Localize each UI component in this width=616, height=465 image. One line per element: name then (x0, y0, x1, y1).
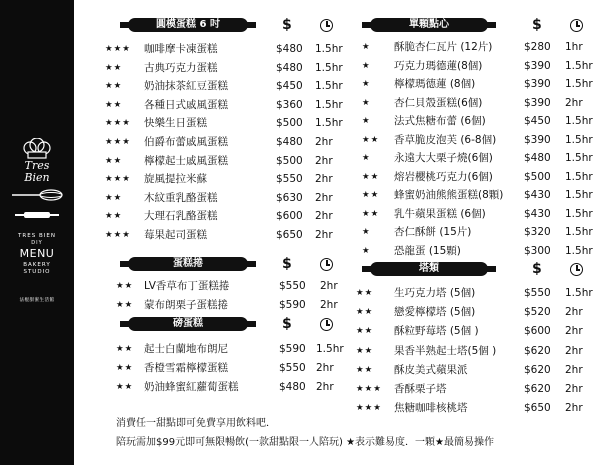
item-name: 法式焦糖布蕾 (6個) (394, 115, 486, 127)
price-header: $ (282, 316, 292, 332)
item-time: 2hr (320, 280, 338, 292)
menu-item-row (0, 112, 616, 130)
item-time: 2hr (565, 402, 583, 415)
item-price: $390 (524, 133, 551, 146)
item-price: $480 (276, 61, 303, 74)
difficulty-stars: ★★ (362, 171, 380, 182)
item-time: 2hr (565, 96, 583, 109)
item-time: 1.5hr (565, 244, 593, 257)
difficulty-stars: ★★ (356, 364, 374, 375)
item-name: 快樂生日蛋糕 (144, 117, 207, 130)
menu-item-row (0, 223, 616, 241)
menu-item-row (0, 322, 616, 340)
item-name: 起士白蘭地布朗尼 (144, 343, 228, 355)
difficulty-stars: ★★ (362, 134, 380, 145)
item-time: 1.5hr (315, 117, 343, 130)
menu-item-row (0, 75, 616, 93)
menu-item-row (0, 303, 616, 321)
item-price: $630 (276, 191, 303, 204)
brand-bakery: BAKERY (23, 262, 51, 268)
difficulty-stars: ★★★ (356, 384, 382, 394)
menu-item-row (0, 149, 616, 167)
difficulty-stars: ★★★ (105, 230, 131, 240)
item-time: 2hr (565, 363, 583, 376)
menu-item-row (0, 57, 616, 75)
item-price: $600 (276, 210, 303, 223)
price-header: $ (282, 256, 292, 272)
menu-item-row (0, 242, 616, 260)
item-price: $620 (524, 363, 551, 376)
difficulty-stars: ★★ (116, 363, 134, 373)
item-price: $390 (524, 59, 551, 72)
difficulty-stars: ★ (362, 116, 371, 126)
footer-note-2: 陪玩需加$99元即可無限暢飲(一款甜點限一人陪玩) ★表示難易度．一顆★最簡易操作 (116, 437, 494, 448)
difficulty-stars: ★★ (116, 344, 134, 354)
section-title: 圓模蛋糕 6 吋 (156, 19, 220, 30)
brand-name: TRES BIEN (18, 233, 56, 239)
menu-item-row (0, 380, 616, 398)
item-price: $520 (524, 306, 551, 319)
item-time: 1.5hr (565, 133, 593, 146)
item-price: $280 (524, 41, 551, 53)
menu-item-row (0, 205, 616, 223)
brand-menu: MENU (19, 247, 55, 260)
rolling-pin-handle (487, 266, 496, 272)
item-name: 酥粒野莓塔 (5個 ) (394, 325, 479, 338)
item-price: $590 (279, 343, 306, 355)
item-time: 2hr (565, 344, 583, 357)
item-price: $430 (524, 207, 551, 220)
difficulty-stars: ★★ (105, 62, 123, 73)
difficulty-stars: ★★ (105, 155, 123, 166)
difficulty-stars: ★ (362, 227, 371, 237)
item-name: 果香半熟起士塔(5個 ) (394, 344, 497, 357)
menu-item-row (0, 186, 616, 204)
item-price: $500 (276, 117, 303, 130)
item-name: 焦糖咖啡核桃塔 (394, 402, 468, 415)
item-price: $450 (524, 115, 551, 127)
clock-icon (320, 258, 333, 271)
item-price: $620 (524, 383, 551, 395)
item-time: 1.5hr (565, 226, 593, 238)
difficulty-stars: ★★★ (105, 137, 131, 147)
difficulty-stars: ★★ (116, 382, 134, 392)
section-title: 單顆點心 (409, 19, 449, 30)
item-name: 莓果起司蛋糕 (144, 229, 207, 241)
menu-item-row (0, 38, 616, 56)
price-header: $ (532, 17, 542, 33)
item-name: 古典巧克力蛋糕 (144, 61, 218, 74)
item-time: 1.5hr (565, 287, 593, 299)
item-price: $390 (524, 96, 551, 109)
section-title: 塔類 (419, 263, 439, 274)
item-time: 2hr (565, 383, 583, 395)
section-title: 磅蛋糕 (173, 318, 203, 329)
item-price: $500 (524, 170, 551, 183)
item-name: 蒙布朗栗子蛋糕捲 (144, 299, 228, 311)
item-name: 旋風提拉米蘇 (144, 173, 207, 186)
difficulty-stars: ★★★ (356, 403, 382, 414)
difficulty-stars: ★★ (105, 211, 123, 222)
brand-studio: STUDIO (23, 269, 51, 275)
brand-diy: DIY (31, 240, 43, 246)
difficulty-stars: ★ (362, 153, 371, 163)
item-price: $480 (524, 152, 551, 164)
difficulty-stars: ★★ (362, 208, 380, 219)
brand-tagline: 法棍甜蜜生活館 (19, 298, 55, 303)
item-price: $600 (524, 325, 551, 338)
difficulty-stars: ★★ (116, 281, 134, 291)
item-time: 1.5hr (565, 59, 593, 72)
item-name: 奶油蜂蜜紅蘿蔔蛋糕 (144, 381, 239, 393)
item-name: 酥皮美式蘋果派 (394, 363, 468, 376)
item-name: 香酥栗子塔 (394, 383, 447, 395)
clock-icon (570, 263, 583, 276)
item-price: $320 (524, 226, 551, 238)
difficulty-stars: ★★ (105, 99, 123, 110)
difficulty-stars: ★★★ (105, 44, 131, 54)
rolling-pin-handle (487, 22, 496, 28)
item-time: 1.5hr (316, 343, 344, 355)
section-title: 蛋糕捲 (173, 258, 203, 269)
item-price: $450 (276, 80, 303, 93)
item-price: $550 (276, 173, 303, 186)
item-name: 奶油抹茶紅豆蛋糕 (144, 80, 228, 93)
difficulty-stars: ★★ (356, 307, 374, 318)
item-name: 生巧克力塔 (5個) (394, 287, 476, 299)
item-price: $650 (524, 402, 551, 415)
clock-icon (570, 19, 583, 32)
item-name: 木紋重乳酪蛋糕 (144, 191, 218, 204)
item-price: $620 (524, 344, 551, 357)
price-header: $ (282, 17, 292, 33)
item-name: LV香草布丁蛋糕捲 (144, 280, 230, 292)
price-header: $ (532, 261, 542, 277)
item-time: 1hr (565, 41, 583, 53)
item-time: 1.5hr (565, 78, 593, 90)
difficulty-stars: ★ (362, 245, 371, 256)
item-name: 香橙雪霜檸檬蛋糕 (144, 362, 228, 374)
item-time: 2hr (316, 362, 334, 374)
menu-item-row (0, 284, 616, 302)
item-price: $360 (276, 98, 303, 111)
brand-script-tres: Tres (24, 159, 50, 172)
item-time: 2hr (315, 136, 333, 148)
item-name: 香草脆皮泡芙 (6-8個) (394, 133, 497, 146)
item-price: $650 (276, 229, 303, 241)
item-time: 1.5hr (565, 115, 593, 127)
item-name: 各種日式戚風蛋糕 (144, 98, 228, 111)
menu-item-row (0, 361, 616, 379)
difficulty-stars: ★★ (356, 345, 374, 356)
item-time: 1.5hr (315, 43, 343, 55)
difficulty-stars: ★ (362, 60, 371, 71)
difficulty-stars: ★★ (356, 288, 374, 298)
item-name: 檸檬瑪德蓮 (8個) (394, 78, 476, 90)
difficulty-stars: ★ (362, 42, 371, 52)
item-name: 伯爵布蕾戚風蛋糕 (144, 136, 228, 148)
item-price: $590 (279, 299, 306, 311)
item-name: 巧克力瑪德蓮(8個) (394, 59, 483, 72)
item-price: $480 (279, 381, 306, 393)
item-time: 2hr (315, 173, 333, 186)
clock-icon (320, 19, 333, 32)
difficulty-stars: ★ (362, 97, 371, 108)
item-name: 酥脆杏仁瓦片 (12片) (394, 41, 493, 53)
footer-note-1: 消費任一甜點即可免費享用飲料吧． (116, 418, 276, 429)
brand-script-bien: Bien (24, 171, 50, 184)
item-time: 2hr (315, 210, 333, 223)
item-name: 檸檬起士戚風蛋糕 (144, 154, 228, 167)
item-time: 1.5hr (315, 98, 343, 111)
item-name: 永遠大大栗子燒(6個) (394, 152, 493, 164)
difficulty-stars: ★★★ (105, 118, 131, 129)
item-name: 咖啡摩卡凍蛋糕 (144, 43, 218, 55)
item-time: 2hr (320, 299, 338, 311)
rolling-pin-handle (247, 22, 256, 28)
menu-item-row (0, 131, 616, 149)
item-name: 熔岩櫻桃巧克力(6個) (394, 170, 493, 183)
item-name: 杏仁貝殼蛋糕(6個) (394, 96, 483, 109)
item-time: 1.5hr (565, 152, 593, 164)
menu-item-row (0, 94, 616, 112)
item-price: $430 (524, 189, 551, 201)
item-time: 1.5hr (565, 189, 593, 201)
difficulty-stars: ★★★ (105, 174, 131, 185)
item-time: 2hr (315, 154, 333, 167)
item-name: 大理石乳酪蛋糕 (144, 210, 218, 223)
difficulty-stars: ★★ (105, 81, 123, 92)
item-time: 2hr (315, 229, 333, 241)
item-price: $480 (276, 43, 303, 55)
rolling-pin-handle (247, 261, 256, 267)
item-price: $550 (279, 362, 306, 374)
item-name: 蜂蜜奶油熊熊蛋糕(8顆) (394, 189, 504, 201)
item-name: 杏仁酥餅 (15片) (394, 226, 472, 238)
item-name: 乳牛蘋果蛋糕 (6個) (394, 207, 486, 220)
difficulty-stars: ★★ (116, 300, 134, 310)
item-price: $390 (524, 78, 551, 90)
item-time: 2hr (565, 325, 583, 338)
menu-item-row (0, 399, 616, 417)
difficulty-stars: ★★ (362, 190, 380, 200)
item-price: $300 (524, 244, 551, 257)
item-time: 2hr (315, 191, 333, 204)
item-price: $480 (276, 136, 303, 148)
item-time: 1.5hr (315, 61, 343, 74)
menu-item-row (0, 342, 616, 360)
item-price: $550 (524, 287, 551, 299)
item-name: 戀愛檸檬塔 (5個) (394, 306, 476, 319)
item-time: 2hr (565, 306, 583, 319)
difficulty-stars: ★★ (105, 192, 123, 203)
item-time: 1.5hr (565, 170, 593, 183)
item-price: $500 (276, 154, 303, 167)
difficulty-stars: ★ (362, 79, 371, 89)
item-price: $550 (279, 280, 306, 292)
menu-item-row (0, 168, 616, 186)
difficulty-stars: ★★ (356, 326, 374, 337)
item-time: 2hr (316, 381, 334, 393)
item-name: 恐龍蛋 (15顆) (394, 244, 461, 257)
item-time: 1.5hr (315, 80, 343, 93)
item-time: 1.5hr (565, 207, 593, 220)
